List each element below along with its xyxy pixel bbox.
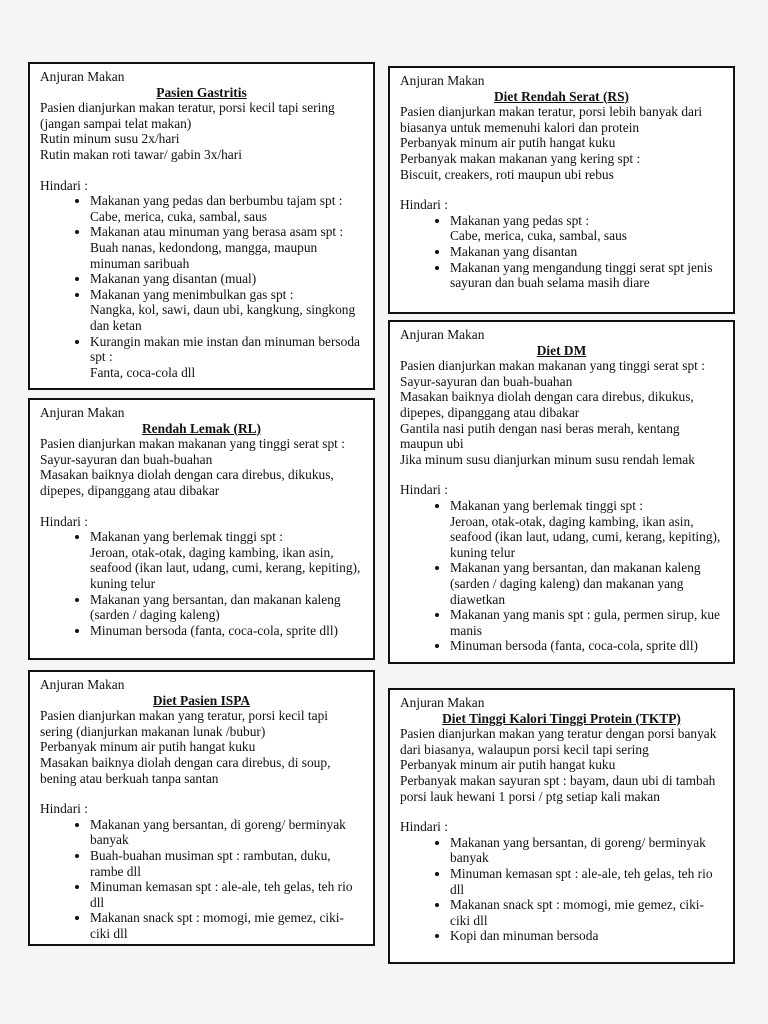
- intro-line: Rutin minum susu 2x/hari: [40, 131, 180, 147]
- intro-line: Masakan baiknya diolah dengan cara direbus, di soup, bening atau berkuah tanpa santan: [40, 754, 331, 786]
- avoid-item-detail: Cabe, merica, cuka, sambal, saus: [90, 208, 267, 224]
- avoid-item-detail: Jeroan, otak-otak, daging kambing, ikan asin, seafood (ikan laut, udang, cumi, kerang, kepiting), kuning telur: [90, 544, 361, 591]
- avoid-item: [450, 498, 723, 560]
- avoid-item-text: Makanan snack spt : momogi, mie gemez, ciki-ciki dll: [90, 910, 344, 941]
- card-label: Anjuran Makan: [40, 677, 125, 692]
- card-label: Anjuran Makan: [400, 73, 485, 88]
- avoid-item: [450, 638, 723, 654]
- avoid-label: Hindari :: [40, 513, 88, 529]
- avoid-item: [90, 287, 363, 334]
- avoid-item-text: Makanan yang pedas dan berbumbu tajam spt :: [90, 193, 343, 209]
- spacer: [400, 804, 723, 819]
- intro-line: Pasien dianjurkan makan makanan yang tinggi serat spt :: [400, 358, 705, 374]
- avoid-item: [450, 897, 723, 928]
- card-title: Diet DM: [536, 342, 587, 358]
- avoid-item: [90, 848, 363, 879]
- avoid-item-text: Makanan yang berlemak tinggi spt :: [90, 529, 284, 545]
- card-title: Diet Pasien ISPA: [152, 692, 251, 708]
- avoid-item-detail: Fanta, coca-cola dll: [90, 364, 196, 380]
- avoid-item: [90, 224, 363, 271]
- card-title: Diet Rendah Serat (RS): [493, 88, 629, 104]
- intro-line: Sayur-sayuran dan buah-buahan: [40, 451, 213, 467]
- avoid-item: [450, 835, 723, 866]
- intro-line: Sayur-sayuran dan buah-buahan: [400, 373, 573, 389]
- avoid-item: [90, 623, 363, 639]
- avoid-item: [450, 607, 723, 638]
- intro-line: Perbanyak minum air putih hangat kuku: [400, 757, 616, 773]
- avoid-list: [400, 213, 723, 291]
- avoid-item-text: Minuman bersoda (fanta, coca-cola, sprite dll): [450, 638, 699, 654]
- intro-line: Pasien dianjurkan makan teratur, porsi lebih banyak dari biasanya untuk memenuhi kalori dan protein: [400, 104, 703, 135]
- avoid-item-detail: Jeroan, otak-otak, daging kambing, ikan asin, seafood (ikan laut, udang, cumi, kerang, kepiting), kuning telur: [450, 513, 721, 560]
- avoid-label: Hindari :: [400, 482, 448, 498]
- avoid-item-text: Makanan yang pedas spt :: [450, 212, 590, 228]
- avoid-item-text: Makanan yang berlemak tinggi spt :: [450, 497, 644, 513]
- avoid-list: [400, 835, 723, 944]
- avoid-label: Hindari :: [400, 819, 448, 835]
- avoid-item-text: Kopi dan minuman bersoda: [450, 928, 599, 944]
- intro-line: Rutin makan roti tawar/ gabin 3x/hari: [40, 146, 242, 162]
- intro-line: Perbanyak makan makanan yang kering spt :: [400, 150, 641, 166]
- avoid-item: [90, 910, 363, 941]
- intro-line: Biscuit, creakers, roti maupun ubi rebus: [400, 166, 614, 182]
- avoid-item-text: Makanan snack spt : momogi, mie gemez, ciki-ciki dll: [450, 897, 704, 928]
- avoid-item: [90, 817, 363, 848]
- avoid-item-text: Buah-buahan musiman spt : rambutan, duku, rambe dll: [90, 847, 331, 879]
- avoid-item: [450, 928, 723, 944]
- intro-line: Pasien dianjurkan makan yang teratur, porsi kecil tapi sering (dianjurkan makanan lunak /bubur): [40, 708, 329, 739]
- avoid-label: Hindari :: [400, 197, 448, 213]
- intro-line: Perbanyak minum air putih hangat kuku: [400, 135, 616, 151]
- avoid-item: [450, 866, 723, 897]
- card-title: Rendah Lemak (RL): [141, 420, 262, 436]
- spacer: [400, 182, 723, 197]
- avoid-list: [40, 529, 363, 638]
- avoid-item-text: Minuman kemasan spt : ale-ale, teh gelas, teh rio dll: [90, 879, 353, 910]
- avoid-item-text: Makanan yang bersantan, dan makanan kaleng (sarden / daging kaleng) dan makanan yang diawetkan: [450, 560, 701, 607]
- avoid-item: [450, 244, 723, 260]
- card-diet-rendah-serat: [388, 66, 735, 314]
- intro-line: Jika minum susu dianjurkan minum susu rendah lemak: [400, 451, 695, 467]
- card-label: Anjuran Makan: [400, 695, 485, 710]
- spacer: [40, 163, 363, 178]
- spacer: [40, 499, 363, 514]
- card-title: Pasien Gastritis: [156, 84, 247, 100]
- card-label: Anjuran Makan: [40, 405, 125, 420]
- avoid-item-text: Makanan yang menimbulkan gas spt :: [90, 286, 294, 302]
- avoid-item-text: Makanan yang bersantan, di goreng/ berminyak banyak: [450, 834, 706, 866]
- avoid-item-text: Makanan yang disantan (mual): [90, 271, 257, 287]
- avoid-item-text: Minuman kemasan spt : ale-ale, teh gelas, teh rio dll: [450, 865, 713, 897]
- intro-line: Masakan baiknya diolah dengan cara direbus, dikukus, dipepes, dipanggang atau dibakar: [400, 389, 694, 420]
- avoid-item: [450, 260, 723, 291]
- avoid-list: [40, 817, 363, 942]
- intro-line: Pasien dianjurkan makan yang teratur dengan porsi banyak dari biasanya, walaupun porsi kecil tapi sering: [400, 726, 717, 757]
- card-label: Anjuran Makan: [400, 327, 485, 342]
- intro-line: Pasien dianjurkan makan makanan yang tinggi serat spt :: [40, 436, 345, 452]
- avoid-item-text: Minuman bersoda (fanta, coca-cola, sprite dll): [90, 622, 339, 638]
- avoid-item: [90, 529, 363, 591]
- avoid-item-detail: Nangka, kol, sawi, daun ubi, kangkung, singkong dan ketan: [90, 302, 356, 333]
- card-diet-dm: [388, 320, 735, 664]
- avoid-item-text: Kurangin makan mie instan dan minuman bersoda spt :: [90, 333, 360, 365]
- intro-line: (jangan sampai telat makan): [40, 115, 192, 131]
- spacer: [40, 786, 363, 801]
- avoid-item-text: Makanan yang manis spt : gula, permen sirup, kue manis: [450, 607, 720, 638]
- avoid-item-text: Makanan atau minuman yang berasa asam spt :: [90, 224, 344, 240]
- avoid-list: [400, 498, 723, 654]
- card-diet-tktp: [388, 688, 735, 964]
- avoid-item-text: Makanan yang bersantan, di goreng/ berminyak banyak: [90, 816, 346, 848]
- avoid-item: [90, 334, 363, 381]
- card-rendah-lemak: [28, 398, 375, 660]
- avoid-item-text: Makanan yang disantan: [450, 243, 578, 259]
- avoid-item: [90, 193, 363, 224]
- avoid-item: [450, 560, 723, 607]
- intro-line: Perbanyak makan sayuran spt : bayam, daun ubi di tambah porsi lauk hewani 1 porsi / ptg setiap kali makan: [400, 772, 716, 804]
- avoid-label: Hindari :: [40, 801, 88, 817]
- spacer: [400, 467, 723, 482]
- card-label: Anjuran Makan: [40, 69, 125, 84]
- avoid-list: [40, 193, 363, 380]
- intro-line: Perbanyak minum air putih hangat kuku: [40, 739, 256, 755]
- intro-line: Gantila nasi putih dengan nasi beras merah, kentang maupun ubi: [400, 420, 680, 452]
- avoid-item: [90, 592, 363, 623]
- avoid-item-text: Makanan yang bersantan, dan makanan kaleng (sarden / daging kaleng): [90, 591, 341, 623]
- avoid-label: Hindari :: [40, 177, 88, 193]
- avoid-item-detail: Cabe, merica, cuka, sambal, saus: [450, 228, 627, 244]
- avoid-item: [450, 213, 723, 244]
- avoid-item: [90, 271, 363, 287]
- avoid-item-detail: Buah nanas, kedondong, mangga, maupun minuman saribuah: [90, 239, 318, 271]
- card-pasien-gastritis: [28, 62, 375, 390]
- intro-line: Masakan baiknya diolah dengan cara direbus, dikukus, dipepes, dipanggang atau dibakar: [40, 467, 334, 498]
- avoid-item-text: Makanan yang mengandung tinggi serat spt jenis sayuran dan buah selama masih diare: [450, 259, 713, 291]
- avoid-item: [90, 879, 363, 910]
- card-diet-pasien-ispa: [28, 670, 375, 946]
- intro-line: Pasien dianjurkan makan teratur, porsi kecil tapi sering: [40, 100, 335, 116]
- card-title: Diet Tinggi Kalori Tinggi Protein (TKTP): [442, 710, 681, 726]
